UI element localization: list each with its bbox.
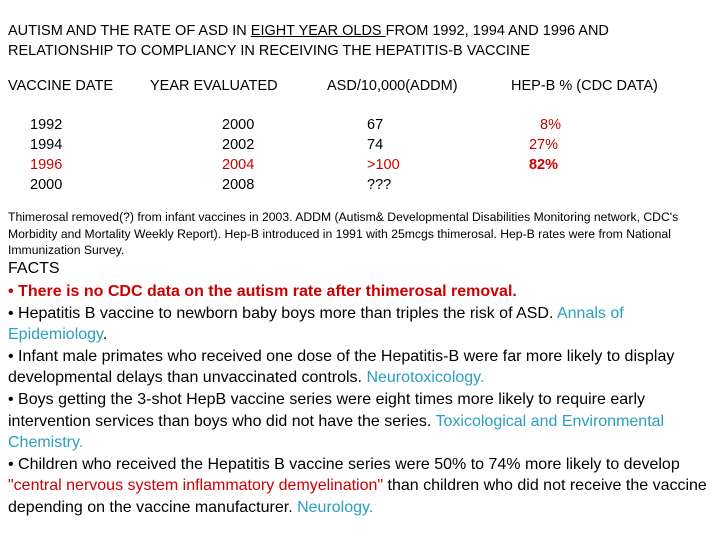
column-vaccine-date (30, 115, 62, 195)
fact-source: Neurotoxicology. (366, 369, 485, 387)
cell-evaluated-highlight: 2004 (222, 157, 255, 173)
cell-asd: 67 (367, 117, 384, 133)
fact-source: Toxicological and Environmental Chemistry. (8, 412, 665, 452)
header-hepb: HEP-B % (CDC DATA) (511, 78, 658, 94)
cell-vaccine-highlight: 1996 (30, 157, 63, 173)
cell-asd-highlight: >100 (367, 157, 400, 173)
facts-heading: FACTS (8, 260, 60, 277)
footnote: Thimerosal removed(?) from infant vaccines in 2003. ADDM (Autism& Developmental Disabilities Monitoring network, CDC's Morbidity and Mortality Weekly Report). Hep-B introduced in 1991 with 25mcgs thimerosal. Hep-B rates were from National Immunization Survey. (8, 210, 679, 257)
cell-evaluated: 2002 (222, 137, 255, 153)
fact-text: • Infant male primates who received one dose of the Hepatitis-B were far more likely to display developmental delays than unvaccinated controls. (8, 347, 675, 387)
column-asd (367, 115, 400, 195)
fact-text: • Boys getting the 3-shot HepB vaccine series were eight times more likely to require early intervention services than boys who did not have the series. (8, 390, 645, 430)
fact-source: Annals of Epidemiology (8, 304, 624, 344)
header-vaccine-date: VACCINE DATE (8, 78, 114, 94)
fact-tail: . (102, 326, 108, 344)
cell-asd: 74 (367, 137, 384, 153)
header-asd: ASD/10,000(ADDM) (327, 78, 458, 94)
cell-hepb: 8% (540, 117, 561, 133)
column-hepb (516, 115, 584, 175)
title-part-2: FROM 1992, 1994 AND 1996 AND RELATIONSHIP TO COMPLIANCY IN RECEIVING THE HEPATITIS-B VACCINE (8, 23, 609, 59)
fact-text: • There is no CDC data on the autism rate after thimerosal removal. (8, 283, 517, 300)
fact-item (8, 346, 714, 389)
column-year-evaluated (222, 115, 254, 195)
header-year-evaluated: YEAR EVALUATED (150, 78, 278, 94)
fact-item (8, 281, 714, 303)
title-underlined: EIGHT YEAR OLDS (250, 23, 386, 39)
cell-hepb: 27% (528, 137, 558, 153)
fact-item (8, 454, 714, 519)
cell-vaccine: 1994 (30, 137, 63, 153)
fact-quote: "central nervous system inflammatory demyelination" (8, 477, 384, 495)
cell-hepb-highlight: 82% (528, 157, 558, 173)
cell-evaluated: 2000 (222, 117, 255, 133)
cell-evaluated: 2008 (222, 177, 255, 193)
page-title (8, 21, 713, 61)
fact-item (8, 303, 714, 346)
fact-text: • Hepatitis B vaccine to newborn baby boys more than triples the risk of ASD. (8, 304, 557, 322)
fact-source: Neurology. (297, 498, 374, 516)
title-part-1: AUTISM AND THE RATE OF ASD IN (8, 23, 251, 39)
fact-text: • Children who received the Hepatitis B vaccine series were 50% to 74% more likely to develop (8, 455, 680, 473)
facts-list (8, 281, 714, 519)
cell-vaccine: 2000 (30, 177, 63, 193)
fact-text: than children who did not receive the vaccine depending on the vaccine manufacturer. (8, 477, 707, 516)
fact-item (8, 389, 714, 454)
cell-vaccine: 1992 (30, 117, 63, 133)
cell-asd: ??? (367, 177, 392, 193)
